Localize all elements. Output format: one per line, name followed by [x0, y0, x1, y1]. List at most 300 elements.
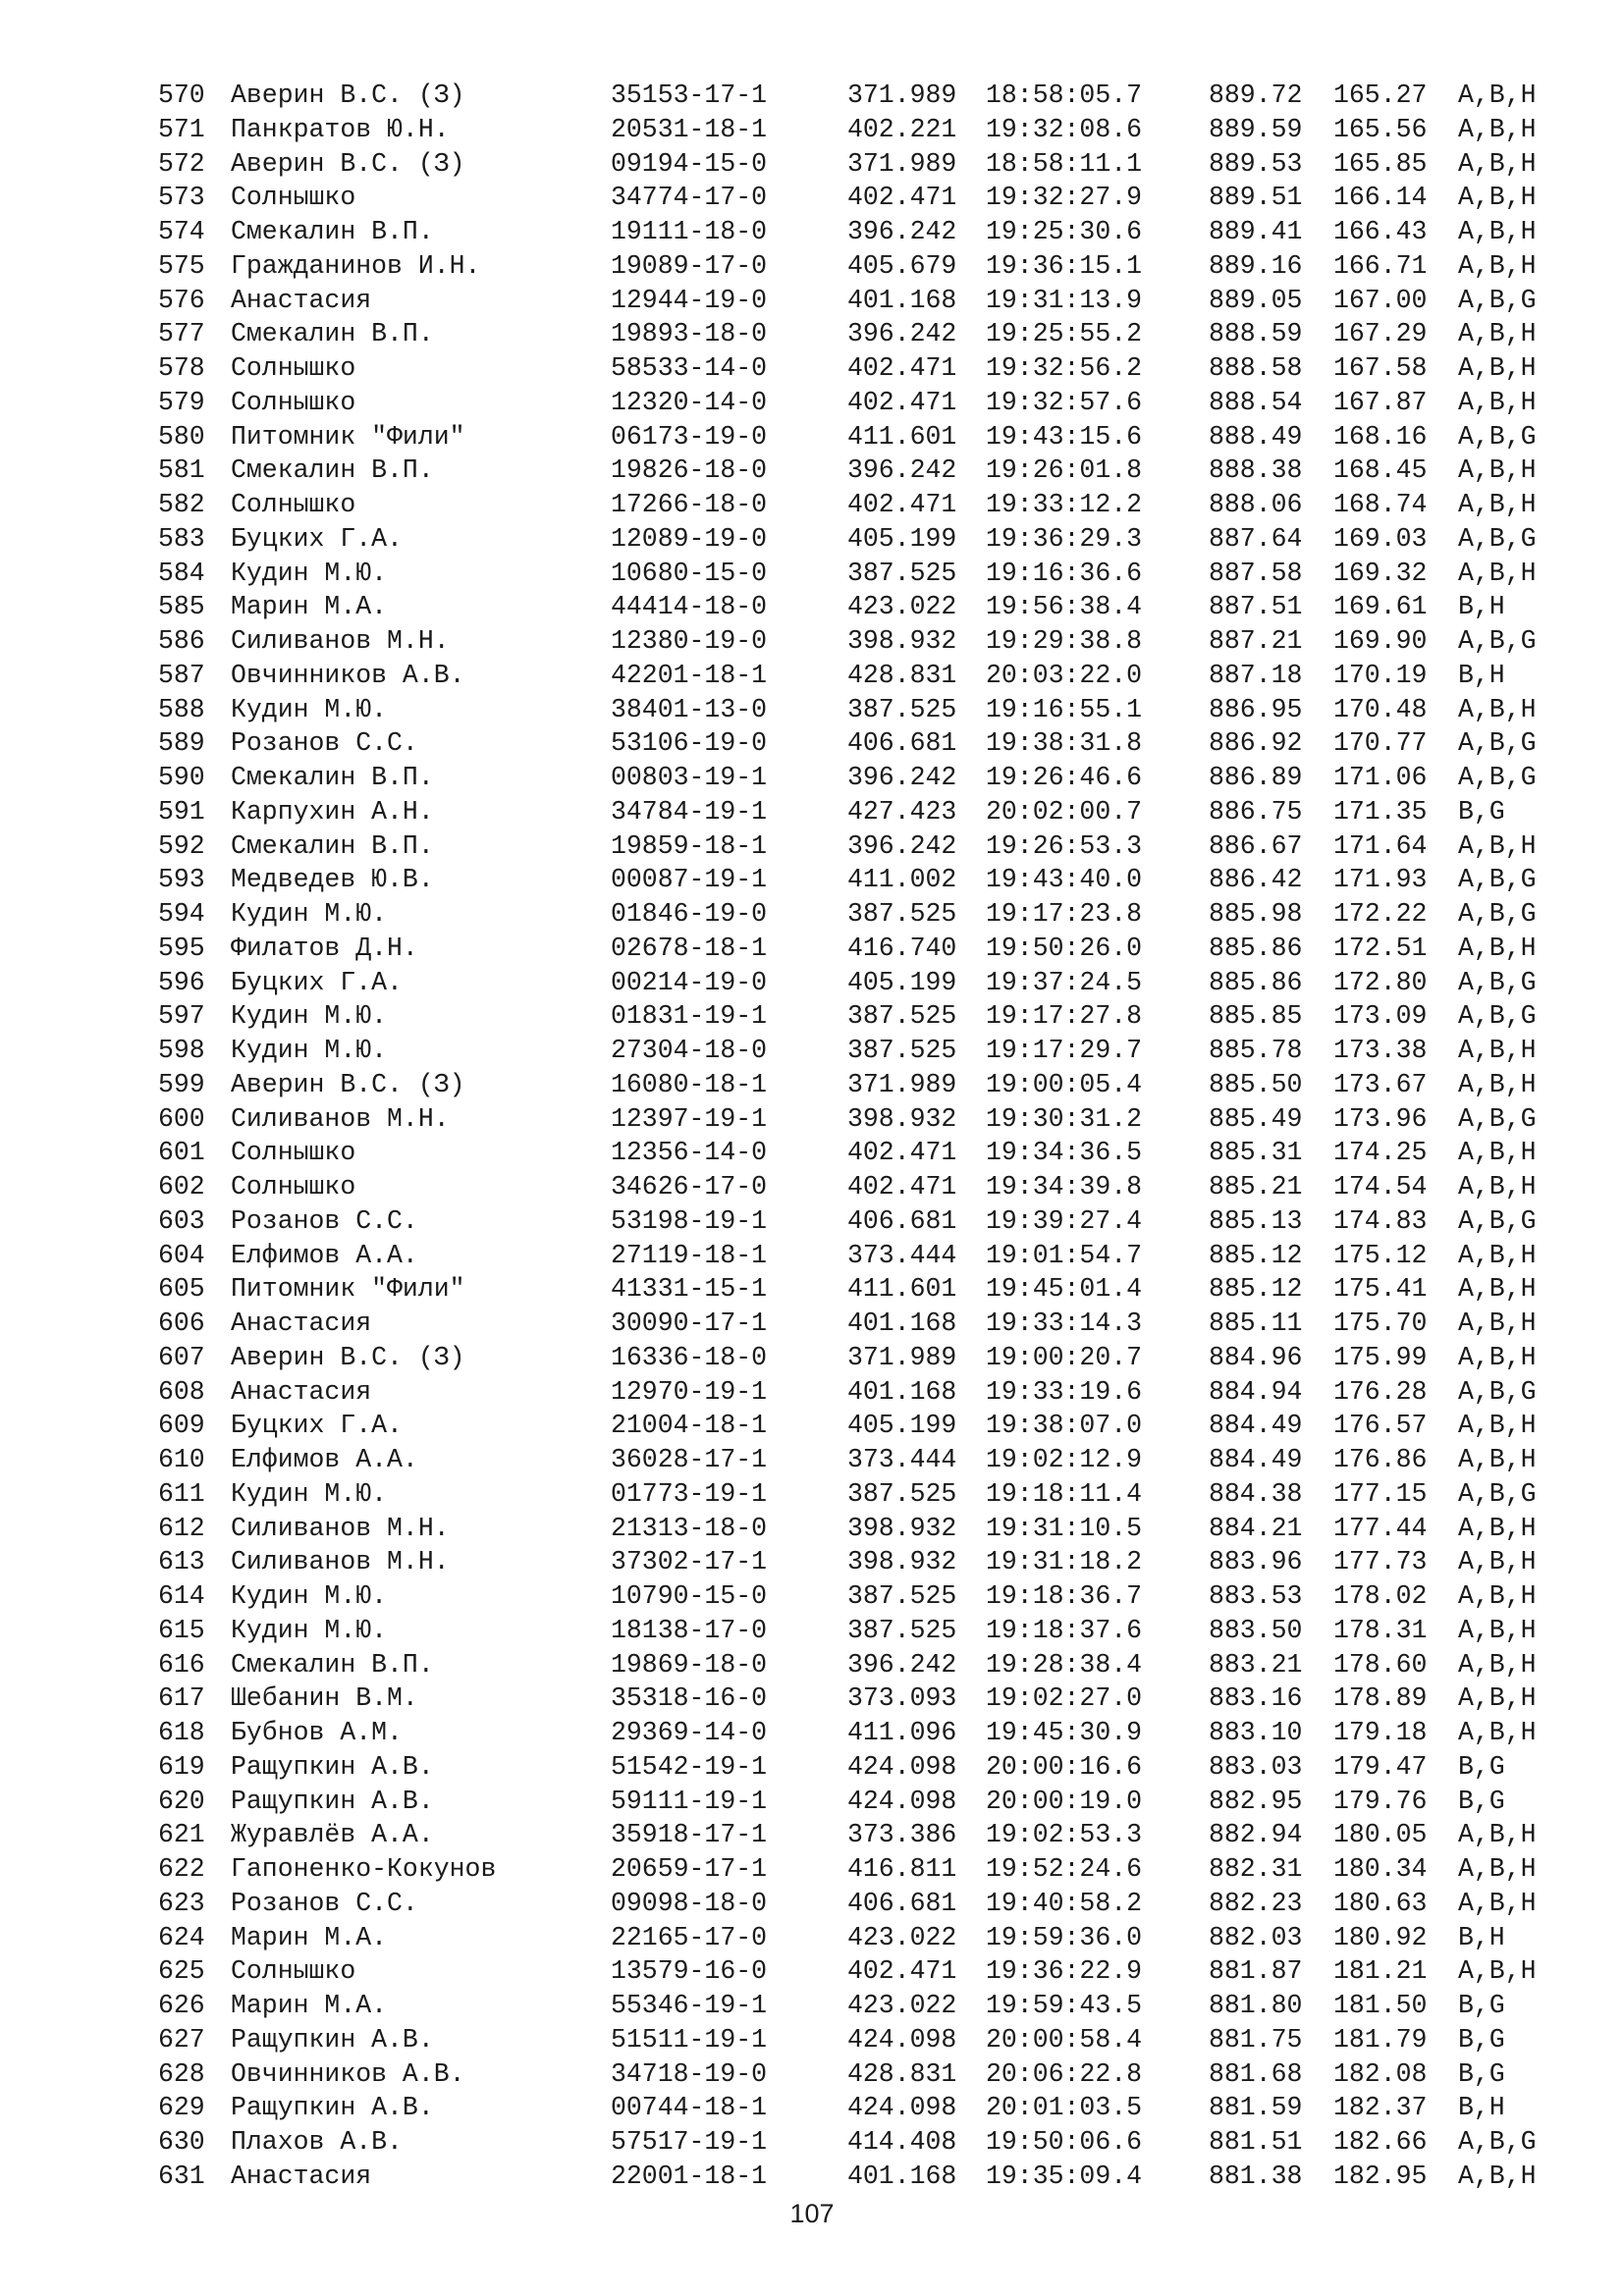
distance: 387.525: [847, 694, 957, 724]
arrival-time: 19:30:31.2: [986, 1103, 1143, 1134]
coefficient: 174.25: [1333, 1138, 1428, 1168]
ring-number: 20531-18-1: [611, 114, 768, 144]
speed: 884.94: [1209, 1376, 1303, 1407]
coefficient: 180.05: [1333, 1820, 1428, 1850]
coefficient: 179.18: [1333, 1718, 1428, 1747]
speed: 885.86: [1209, 933, 1303, 963]
arrival-time: 20:00:16.6: [986, 1751, 1143, 1782]
coefficient: 172.80: [1333, 967, 1428, 997]
speed: 884.49: [1209, 1411, 1303, 1441]
arrival-time: 19:59:36.0: [986, 1922, 1143, 1952]
ring-number: 01831-19-1: [611, 1001, 768, 1032]
coefficient: 182.95: [1333, 2161, 1428, 2191]
table-row: [158, 2091, 1572, 2125]
table-row: [158, 2057, 1572, 2092]
speed: 887.18: [1209, 660, 1303, 690]
fancier-name: Марин М.А.: [231, 1991, 388, 2020]
distance: 402.471: [847, 1172, 957, 1201]
distance: 405.199: [847, 967, 957, 997]
arrival-time: 18:58:05.7: [986, 80, 1143, 110]
arrival-time: 19:18:36.7: [986, 1581, 1143, 1611]
place-number: 625: [158, 1956, 205, 1987]
ring-number: 12397-19-1: [611, 1103, 768, 1134]
ring-number: 34718-19-0: [611, 2058, 768, 2089]
fancier-name: Смекалин В.П.: [231, 763, 434, 792]
ring-number: 19869-18-0: [611, 1649, 768, 1680]
coefficient: 168.45: [1333, 455, 1428, 486]
ring-number: 27304-18-0: [611, 1036, 768, 1065]
ring-number: 35153-17-1: [611, 80, 768, 110]
distance: 371.989: [847, 1342, 957, 1372]
coefficient: 171.06: [1333, 763, 1428, 792]
place-number: 587: [158, 660, 205, 690]
speed: 885.11: [1209, 1308, 1303, 1338]
table-row: [158, 1136, 1572, 1170]
speed: 885.31: [1209, 1138, 1303, 1168]
ring-number: 09098-18-0: [611, 1888, 768, 1918]
speed: 889.05: [1209, 285, 1303, 315]
coefficient: 178.60: [1333, 1649, 1428, 1680]
ring-number: 18138-17-0: [611, 1615, 768, 1645]
fancier-name: Карпухин А.Н.: [231, 796, 434, 827]
coefficient: 169.03: [1333, 523, 1428, 554]
category-flags: A,B,H: [1458, 1274, 1537, 1305]
distance: 401.168: [847, 1308, 957, 1338]
speed: 881.75: [1209, 2024, 1303, 2055]
fancier-name: Филатов Д.Н.: [231, 933, 418, 963]
ring-number: 57517-19-1: [611, 2127, 768, 2157]
ring-number: 21313-18-0: [611, 1513, 768, 1543]
category-flags: A,B,H: [1458, 114, 1537, 144]
speed: 882.03: [1209, 1922, 1303, 1952]
table-row: [158, 454, 1572, 488]
fancier-name: Анастасия: [231, 2161, 372, 2191]
table-row: [158, 215, 1572, 249]
arrival-time: 19:29:38.8: [986, 626, 1143, 656]
arrival-time: 19:39:27.4: [986, 1205, 1143, 1236]
distance: 411.601: [847, 1274, 957, 1305]
fancier-name: Ращупкин А.В.: [231, 2024, 434, 2055]
speed: 881.59: [1209, 2093, 1303, 2123]
fancier-name: Анастасия: [231, 285, 372, 315]
coefficient: 176.57: [1333, 1411, 1428, 1441]
place-number: 589: [158, 728, 205, 759]
table-row: [158, 1034, 1572, 1068]
speed: 888.59: [1209, 319, 1303, 349]
category-flags: A,B,H: [1458, 319, 1537, 349]
coefficient: 168.16: [1333, 421, 1428, 452]
distance: 411.096: [847, 1718, 957, 1747]
coefficient: 172.51: [1333, 933, 1428, 963]
arrival-time: 19:56:38.4: [986, 592, 1143, 622]
speed: 882.23: [1209, 1888, 1303, 1918]
category-flags: B,H: [1458, 592, 1505, 622]
coefficient: 180.34: [1333, 1854, 1428, 1884]
coefficient: 176.28: [1333, 1376, 1428, 1407]
ring-number: 00087-19-1: [611, 865, 768, 895]
speed: 889.53: [1209, 148, 1303, 179]
arrival-time: 19:31:18.2: [986, 1547, 1143, 1577]
fancier-name: Розанов С.С.: [231, 728, 418, 759]
table-row: [158, 113, 1572, 147]
speed: 883.16: [1209, 1683, 1303, 1714]
ring-number: 21004-18-1: [611, 1411, 768, 1441]
arrival-time: 19:00:05.4: [986, 1069, 1143, 1099]
fancier-name: Кудин М.Ю.: [231, 899, 388, 929]
coefficient: 166.14: [1333, 183, 1428, 213]
category-flags: A,B,H: [1458, 1683, 1537, 1714]
place-number: 615: [158, 1615, 205, 1645]
speed: 889.51: [1209, 183, 1303, 213]
speed: 883.96: [1209, 1547, 1303, 1577]
table-row: [158, 1648, 1572, 1682]
arrival-time: 19:02:27.0: [986, 1683, 1143, 1714]
arrival-time: 20:00:58.4: [986, 2024, 1143, 2055]
arrival-time: 19:02:53.3: [986, 1820, 1143, 1850]
table-row: [158, 351, 1572, 386]
coefficient: 176.86: [1333, 1445, 1428, 1474]
fancier-name: Медведев Ю.В.: [231, 865, 434, 895]
category-flags: A,B,H: [1458, 148, 1537, 179]
table-row: [158, 1682, 1572, 1716]
ring-number: 17266-18-0: [611, 490, 768, 519]
category-flags: A,B,G: [1458, 1103, 1537, 1134]
speed: 886.75: [1209, 796, 1303, 827]
table-row: [158, 1307, 1572, 1341]
distance: 401.168: [847, 2161, 957, 2191]
table-row: [158, 1579, 1572, 1614]
fancier-name: Кудин М.Ю.: [231, 1581, 388, 1611]
fancier-name: Силиванов М.Н.: [231, 626, 450, 656]
category-flags: A,B,H: [1458, 2161, 1537, 2191]
coefficient: 179.76: [1333, 1786, 1428, 1816]
category-flags: A,B,H: [1458, 387, 1537, 417]
table-row: [158, 1614, 1572, 1648]
ring-number: 02678-18-1: [611, 933, 768, 963]
coefficient: 174.83: [1333, 1205, 1428, 1236]
arrival-time: 19:25:55.2: [986, 319, 1143, 349]
category-flags: A,B,H: [1458, 1513, 1537, 1543]
place-number: 609: [158, 1411, 205, 1441]
fancier-name: Аверин В.С. (З): [231, 148, 465, 179]
place-number: 624: [158, 1922, 205, 1952]
arrival-time: 19:52:24.6: [986, 1854, 1143, 1884]
ring-number: 09194-15-0: [611, 148, 768, 179]
speed: 886.42: [1209, 865, 1303, 895]
place-number: 578: [158, 353, 205, 383]
arrival-time: 19:16:55.1: [986, 694, 1143, 724]
place-number: 571: [158, 114, 205, 144]
fancier-name: Силиванов М.Н.: [231, 1513, 450, 1543]
distance: 405.199: [847, 523, 957, 554]
coefficient: 173.96: [1333, 1103, 1428, 1134]
place-number: 628: [158, 2058, 205, 2089]
fancier-name: Анастасия: [231, 1308, 372, 1338]
arrival-time: 19:34:36.5: [986, 1138, 1143, 1168]
category-flags: A,B,H: [1458, 353, 1537, 383]
table-row: [158, 1341, 1572, 1375]
category-flags: A,B,G: [1458, 899, 1537, 929]
fancier-name: Ращупкин А.В.: [231, 2093, 434, 2123]
fancier-name: Аверин В.С. (З): [231, 1342, 465, 1372]
speed: 886.89: [1209, 763, 1303, 792]
speed: 884.21: [1209, 1513, 1303, 1543]
arrival-time: 19:32:57.6: [986, 387, 1143, 417]
table-row: [158, 1512, 1572, 1546]
distance: 387.525: [847, 1615, 957, 1645]
category-flags: A,B,H: [1458, 933, 1537, 963]
place-number: 570: [158, 80, 205, 110]
speed: 885.86: [1209, 967, 1303, 997]
coefficient: 166.71: [1333, 250, 1428, 281]
table-row: [158, 1477, 1572, 1512]
speed: 887.64: [1209, 523, 1303, 554]
place-number: 605: [158, 1274, 205, 1305]
arrival-time: 19:59:43.5: [986, 1991, 1143, 2020]
distance: 373.444: [847, 1240, 957, 1270]
ring-number: 19111-18-0: [611, 217, 768, 246]
arrival-time: 20:03:22.0: [986, 660, 1143, 690]
ring-number: 01773-19-1: [611, 1478, 768, 1509]
category-flags: B,G: [1458, 2024, 1505, 2055]
speed: 883.53: [1209, 1581, 1303, 1611]
table-row: [158, 2125, 1572, 2160]
category-flags: B,G: [1458, 1786, 1505, 1816]
distance: 416.740: [847, 933, 957, 963]
place-number: 572: [158, 148, 205, 179]
speed: 884.49: [1209, 1445, 1303, 1474]
speed: 888.38: [1209, 455, 1303, 486]
coefficient: 172.22: [1333, 899, 1428, 929]
arrival-time: 19:33:12.2: [986, 490, 1143, 519]
ring-number: 00744-18-1: [611, 2093, 768, 2123]
distance: 411.601: [847, 421, 957, 452]
speed: 886.92: [1209, 728, 1303, 759]
coefficient: 179.47: [1333, 1751, 1428, 1782]
arrival-time: 19:43:40.0: [986, 865, 1143, 895]
category-flags: A,B,G: [1458, 1376, 1537, 1407]
distance: 387.525: [847, 558, 957, 588]
distance: 402.221: [847, 114, 957, 144]
fancier-name: Солнышко: [231, 1172, 356, 1201]
distance: 402.471: [847, 1956, 957, 1987]
category-flags: B,G: [1458, 2058, 1505, 2089]
speed: 881.80: [1209, 1991, 1303, 2020]
fancier-name: Ращупкин А.В.: [231, 1751, 434, 1782]
coefficient: 173.38: [1333, 1036, 1428, 1065]
category-flags: A,B,G: [1458, 763, 1537, 792]
place-number: 621: [158, 1820, 205, 1850]
ring-number: 12970-19-1: [611, 1376, 768, 1407]
table-row: [158, 386, 1572, 420]
fancier-name: Буцких Г.А.: [231, 1411, 403, 1441]
ring-number: 36028-17-1: [611, 1445, 768, 1474]
fancier-name: Елфимов А.А.: [231, 1240, 418, 1270]
ring-number: 37302-17-1: [611, 1547, 768, 1577]
speed: 886.95: [1209, 694, 1303, 724]
arrival-time: 19:33:19.6: [986, 1376, 1143, 1407]
speed: 882.95: [1209, 1786, 1303, 1816]
coefficient: 167.29: [1333, 319, 1428, 349]
place-number: 623: [158, 1888, 205, 1918]
distance: 387.525: [847, 1036, 957, 1065]
ring-number: 27119-18-1: [611, 1240, 768, 1270]
ring-number: 00803-19-1: [611, 763, 768, 792]
coefficient: 169.32: [1333, 558, 1428, 588]
fancier-name: Розанов С.С.: [231, 1205, 418, 1236]
coefficient: 181.21: [1333, 1956, 1428, 1987]
distance: 402.471: [847, 183, 957, 213]
distance: 428.831: [847, 660, 957, 690]
ring-number: 13579-16-0: [611, 1956, 768, 1987]
place-number: 629: [158, 2093, 205, 2123]
place-number: 576: [158, 285, 205, 315]
category-flags: A,B,G: [1458, 285, 1537, 315]
place-number: 613: [158, 1547, 205, 1577]
ring-number: 01846-19-0: [611, 899, 768, 929]
table-row: [158, 966, 1572, 1000]
place-number: 610: [158, 1445, 205, 1474]
category-flags: A,B,G: [1458, 728, 1537, 759]
coefficient: 165.85: [1333, 148, 1428, 179]
distance: 411.002: [847, 865, 957, 895]
category-flags: A,B,H: [1458, 80, 1537, 110]
ring-number: 19826-18-0: [611, 455, 768, 486]
category-flags: A,B,H: [1458, 1649, 1537, 1680]
distance: 373.444: [847, 1445, 957, 1474]
ring-number: 12380-19-0: [611, 626, 768, 656]
distance: 396.242: [847, 1649, 957, 1680]
arrival-time: 19:18:11.4: [986, 1478, 1143, 1509]
place-number: 602: [158, 1172, 205, 1201]
fancier-name: Смекалин В.П.: [231, 217, 434, 246]
speed: 885.12: [1209, 1240, 1303, 1270]
distance: 371.989: [847, 80, 957, 110]
arrival-time: 19:28:38.4: [986, 1649, 1143, 1680]
distance: 424.098: [847, 2093, 957, 2123]
coefficient: 173.09: [1333, 1001, 1428, 1032]
fancier-name: Овчинников А.В.: [231, 2058, 465, 2089]
arrival-time: 19:17:23.8: [986, 899, 1143, 929]
category-flags: A,B,H: [1458, 1138, 1537, 1168]
place-number: 584: [158, 558, 205, 588]
fancier-name: Солнышко: [231, 1956, 356, 1987]
fancier-name: Анастасия: [231, 1376, 372, 1407]
speed: 885.50: [1209, 1069, 1303, 1099]
speed: 881.38: [1209, 2161, 1303, 2191]
place-number: 575: [158, 250, 205, 281]
place-number: 591: [158, 796, 205, 827]
category-flags: A,B,G: [1458, 2127, 1537, 2157]
distance: 396.242: [847, 217, 957, 246]
arrival-time: 19:38:31.8: [986, 728, 1143, 759]
table-row: [158, 693, 1572, 727]
place-number: 607: [158, 1342, 205, 1372]
arrival-time: 19:36:29.3: [986, 523, 1143, 554]
arrival-time: 19:43:15.6: [986, 421, 1143, 452]
fancier-name: Плахов А.В.: [231, 2127, 403, 2157]
distance: 428.831: [847, 2058, 957, 2089]
place-number: 620: [158, 1786, 205, 1816]
table-row: [158, 284, 1572, 318]
table-row: [158, 1375, 1572, 1410]
place-number: 574: [158, 217, 205, 246]
place-number: 614: [158, 1581, 205, 1611]
fancier-name: Питомник "Фили": [231, 421, 465, 452]
coefficient: 173.67: [1333, 1069, 1428, 1099]
ring-number: 38401-13-0: [611, 694, 768, 724]
speed: 888.06: [1209, 490, 1303, 519]
ring-number: 59111-19-1: [611, 1786, 768, 1816]
table-row: [158, 522, 1572, 557]
fancier-name: Ращупкин А.В.: [231, 1786, 434, 1816]
table-row: [158, 1989, 1572, 2023]
arrival-time: 19:33:14.3: [986, 1308, 1143, 1338]
speed: 888.58: [1209, 353, 1303, 383]
category-flags: A,B,H: [1458, 558, 1537, 588]
arrival-time: 19:35:09.4: [986, 2161, 1143, 2191]
place-number: 618: [158, 1718, 205, 1747]
category-flags: A,B,G: [1458, 1478, 1537, 1509]
category-flags: A,B,H: [1458, 1069, 1537, 1099]
category-flags: A,B,G: [1458, 865, 1537, 895]
speed: 889.59: [1209, 114, 1303, 144]
fancier-name: Шебанин В.М.: [231, 1683, 418, 1714]
arrival-time: 19:00:20.7: [986, 1342, 1143, 1372]
category-flags: A,B,H: [1458, 1411, 1537, 1441]
arrival-time: 19:26:01.8: [986, 455, 1143, 486]
arrival-time: 19:37:24.5: [986, 967, 1143, 997]
ring-number: 34774-17-0: [611, 183, 768, 213]
ring-number: 41331-15-1: [611, 1274, 768, 1305]
table-row: [158, 488, 1572, 522]
category-flags: B,H: [1458, 2093, 1505, 2123]
table-row: [158, 1409, 1572, 1443]
distance: 424.098: [847, 1786, 957, 1816]
place-number: 612: [158, 1513, 205, 1543]
speed: 887.51: [1209, 592, 1303, 622]
distance: 406.681: [847, 1205, 957, 1236]
fancier-name: Кудин М.Ю.: [231, 694, 388, 724]
place-number: 631: [158, 2161, 205, 2191]
speed: 883.10: [1209, 1718, 1303, 1747]
speed: 881.51: [1209, 2127, 1303, 2157]
arrival-time: 19:45:30.9: [986, 1718, 1143, 1747]
arrival-time: 19:50:06.6: [986, 2127, 1143, 2157]
arrival-time: 19:01:54.7: [986, 1240, 1143, 1270]
table-row: [158, 1954, 1572, 1989]
fancier-name: Аверин В.С. (З): [231, 1069, 465, 1099]
category-flags: A,B,H: [1458, 183, 1537, 213]
distance: 396.242: [847, 319, 957, 349]
speed: 885.98: [1209, 899, 1303, 929]
speed: 882.31: [1209, 1854, 1303, 1884]
coefficient: 167.87: [1333, 387, 1428, 417]
coefficient: 177.44: [1333, 1513, 1428, 1543]
ring-number: 44414-18-0: [611, 592, 768, 622]
place-number: 603: [158, 1205, 205, 1236]
fancier-name: Смекалин В.П.: [231, 319, 434, 349]
coefficient: 178.31: [1333, 1615, 1428, 1645]
speed: 887.21: [1209, 626, 1303, 656]
place-number: 592: [158, 830, 205, 861]
fancier-name: Кудин М.Ю.: [231, 1036, 388, 1065]
coefficient: 167.58: [1333, 353, 1428, 383]
place-number: 593: [158, 865, 205, 895]
table-row: [158, 590, 1572, 624]
arrival-time: 19:02:12.9: [986, 1445, 1143, 1474]
fancier-name: Кудин М.Ю.: [231, 1615, 388, 1645]
